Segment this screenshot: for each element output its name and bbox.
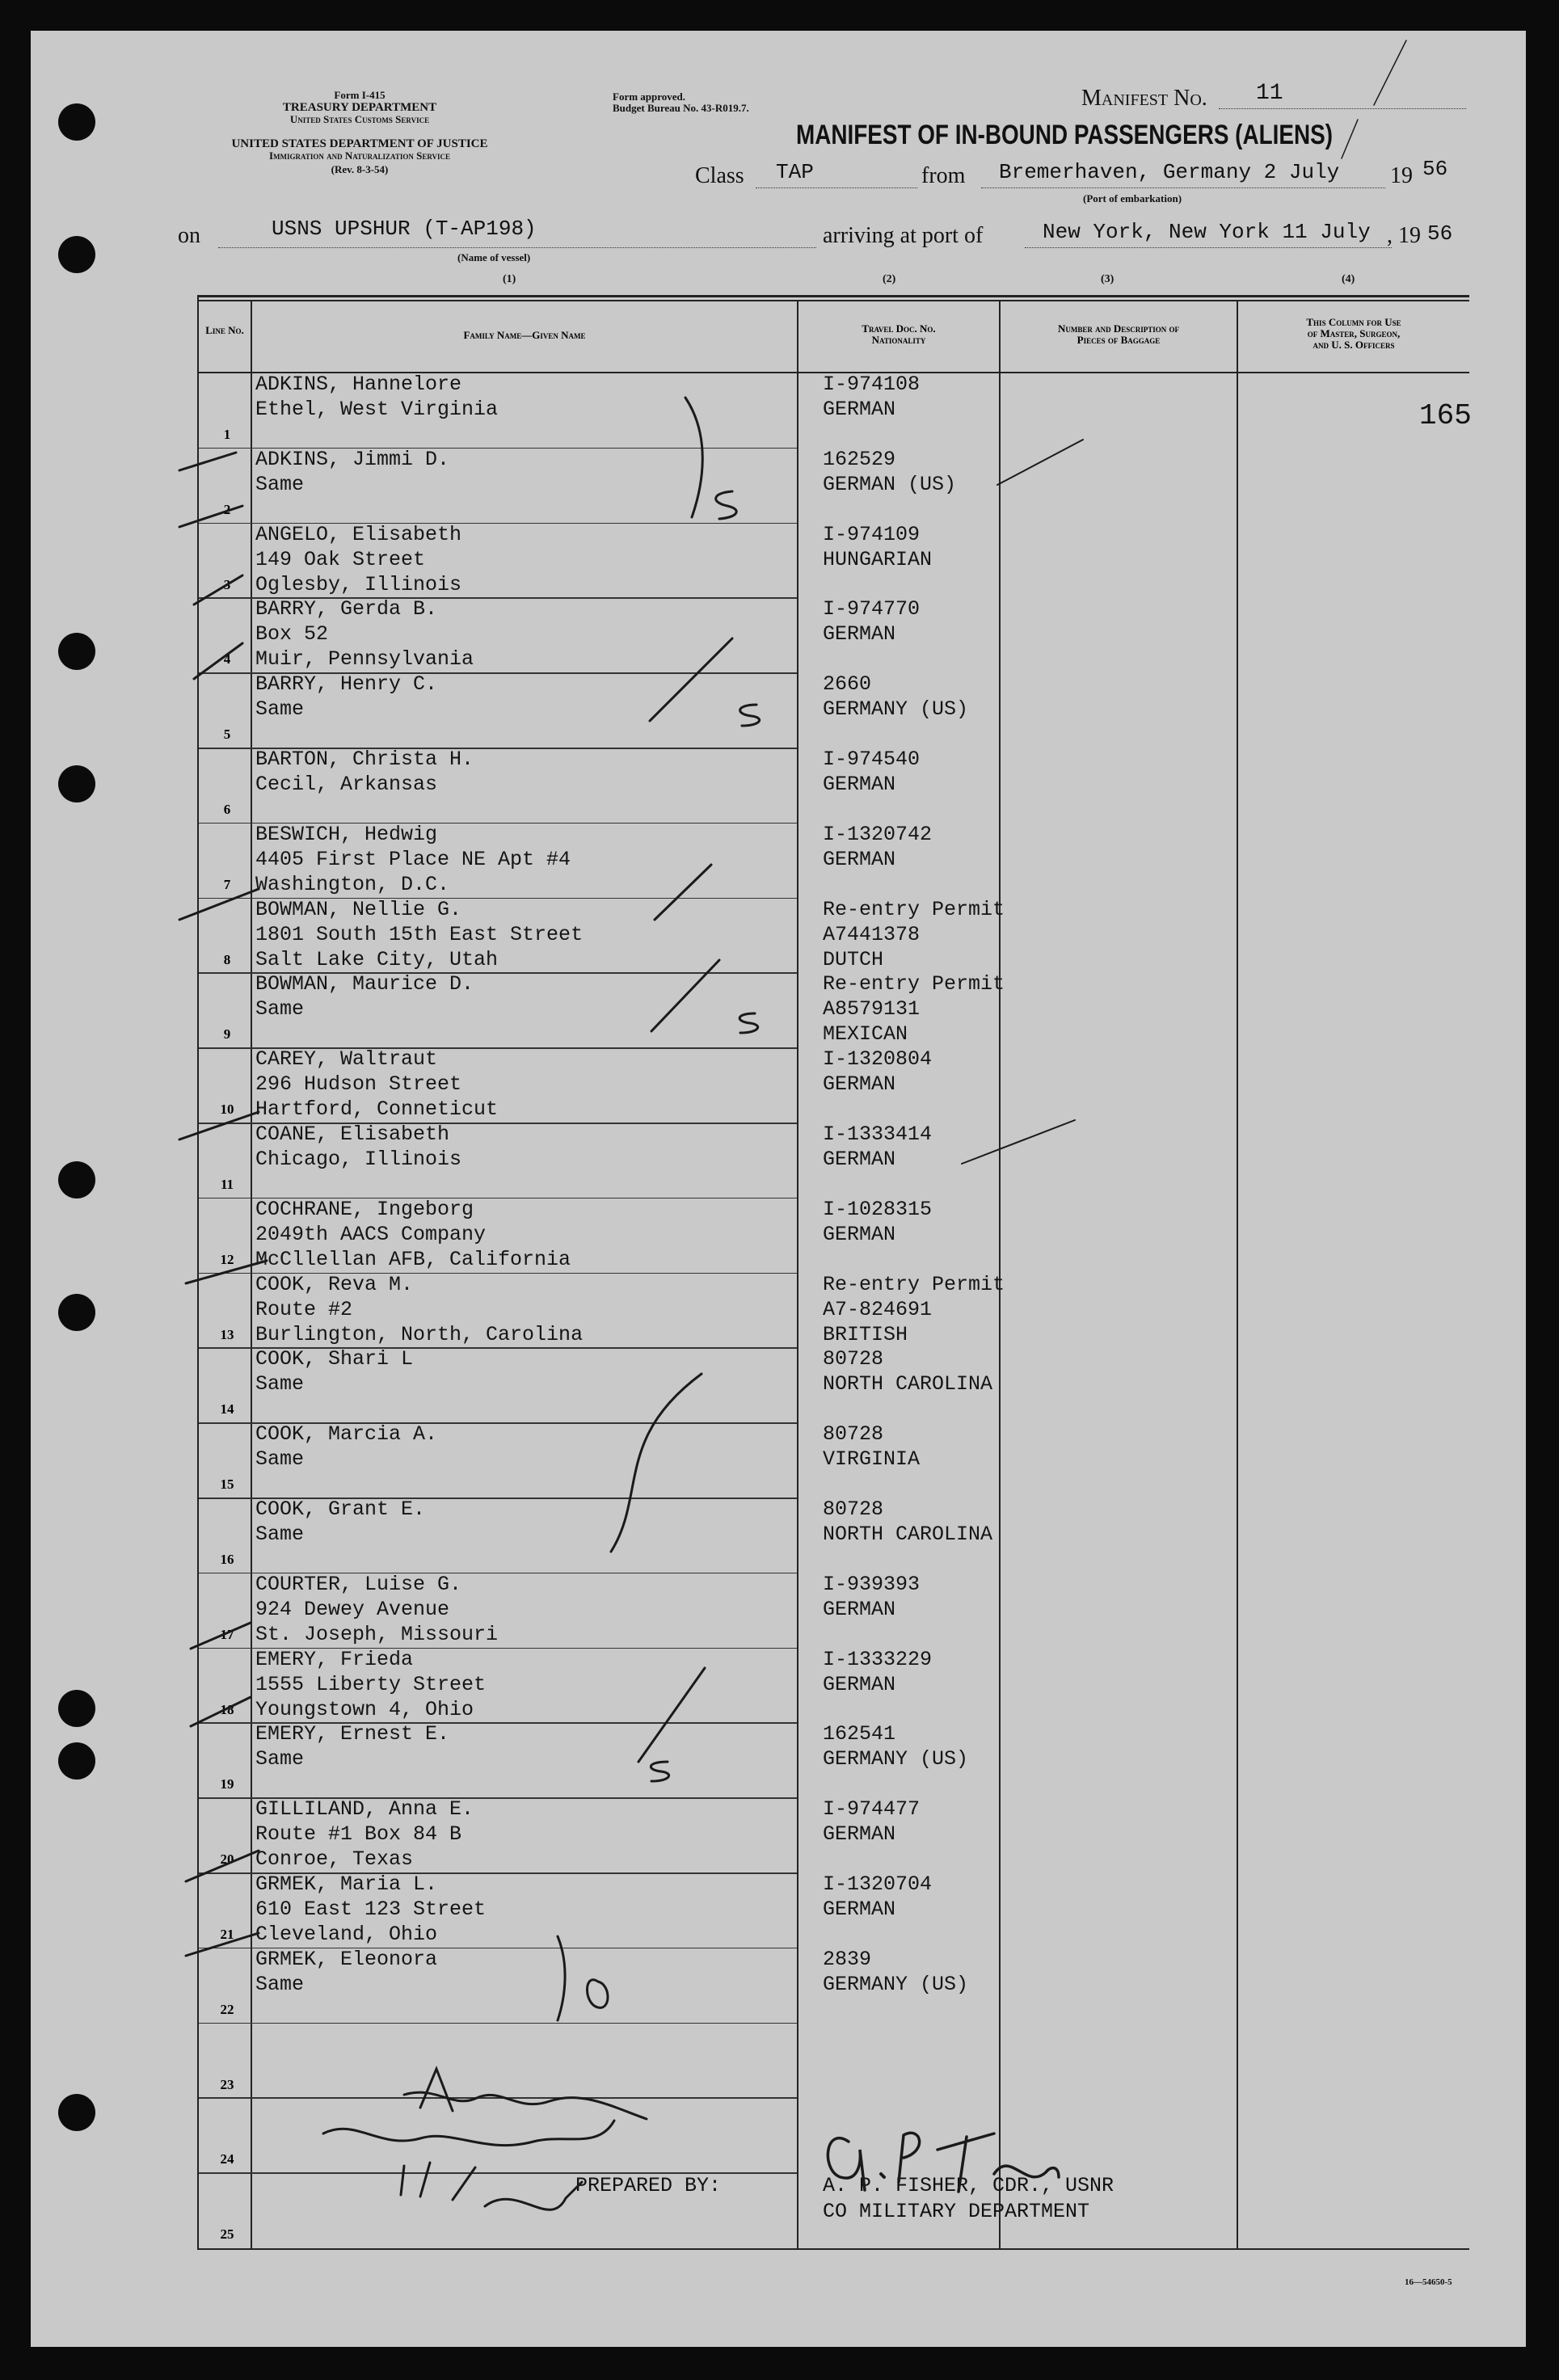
prepared-by-label: PREPARED BY:: [575, 2174, 722, 2197]
passenger-name: EMERY, Frieda 1555 Liberty Street Youngstown 4, Ohio: [255, 1647, 487, 1721]
line-number: 24: [220, 2151, 234, 2167]
header-family-name: Family Name—Given Name: [463, 329, 586, 341]
passenger-name: BARRY, Henry C. Same: [255, 672, 438, 722]
vessel-caption: (Name of vessel): [457, 251, 531, 263]
passenger-name: COOK, Shari L Same: [255, 1347, 414, 1396]
passenger-name: CAREY, Waltraut 296 Hudson Street Hartford, Conneticut: [255, 1047, 499, 1122]
travel-doc-nationality: 80728 NORTH CAROLINA: [823, 1347, 993, 1396]
line-number: 20: [220, 1851, 234, 1868]
travel-doc-nationality: 2839 GERMANY (US): [823, 1947, 969, 1996]
line-number: 14: [220, 1401, 234, 1417]
line-number: 5: [223, 727, 231, 743]
passenger-name: ADKINS, Hannelore Ethel, West Virginia: [255, 373, 499, 421]
footer-code: 16—54650-5: [1405, 2277, 1452, 2287]
passenger-name: GRMEK, Maria L. 610 East 123 Street Cleveland, Ohio: [255, 1872, 487, 1946]
from-value: Bremerhaven, Germany 2 July: [999, 160, 1340, 184]
justice-dept: UNITED STATES DEPARTMENT OF JUSTICE: [231, 137, 488, 150]
arrival-year-prefix: , 19: [1387, 223, 1421, 248]
travel-doc-nationality: Re-entry Permit A7441378 DUTCH: [823, 897, 1005, 971]
ins-service: Immigration and Naturalization Service: [268, 150, 451, 162]
col-number-4: (4): [1342, 273, 1355, 285]
passenger-name: BARRY, Gerda B. Box 52 Muir, Pennsylvania: [255, 597, 474, 672]
travel-doc-nationality: I-1028315 GERMAN: [823, 1197, 933, 1246]
line-number: 13: [220, 1326, 234, 1342]
travel-doc-nationality: 162529 GERMAN (US): [823, 447, 957, 496]
col-number-3: (3): [1101, 273, 1114, 285]
arrival-year-value: 56: [1427, 221, 1453, 246]
travel-doc-nationality: I-1320804 GERMAN: [823, 1047, 933, 1097]
passenger-name: COOK, Marcia A. Same: [255, 1422, 438, 1472]
passenger-name: COOK, Grant E. Same: [255, 1498, 426, 1546]
passenger-name: BARTON, Christa H. Cecil, Arkansas: [255, 748, 474, 796]
travel-doc-nationality: 162541 GERMANY (US): [823, 1722, 969, 1771]
preparer-department: CO MILITARY DEPARTMENT: [823, 2200, 1090, 2223]
passenger-name: COANE, Elisabeth Chicago, Illinois: [255, 1123, 462, 1171]
line-number: 4: [223, 651, 231, 668]
line-number: 18: [220, 1701, 234, 1717]
line-number: 7: [223, 876, 231, 892]
line-number: 19: [220, 1776, 234, 1792]
treasury-dept: TREASURY DEPARTMENT: [282, 101, 437, 114]
arrival-port: New York, New York 11 July: [1043, 220, 1371, 244]
passenger-name: COURTER, Luise G. 924 Dewey Avenue St. Joseph, Missouri: [255, 1572, 499, 1646]
travel-doc-nationality: I-974477 GERMAN: [823, 1797, 921, 1847]
year-prefix: 19: [1390, 163, 1413, 188]
header-travel-doc: Travel Doc. No. Nationality: [862, 322, 936, 346]
line-number: 21: [220, 1927, 234, 1942]
header-officers: This Column for Use of Master, Surgeon, and U. S. Officers: [1306, 316, 1401, 351]
line-number: 2: [223, 501, 231, 517]
from-label: from: [921, 163, 966, 188]
line-number: 9: [223, 1026, 231, 1043]
travel-doc-nationality: I-1320742 GERMAN: [823, 822, 933, 871]
manifest-no-label: Manifest No.: [1081, 86, 1207, 111]
travel-doc-nationality: I-974109 HUNGARIAN: [823, 522, 933, 571]
margin-number: 165: [1419, 399, 1472, 432]
class-label: Class: [695, 163, 744, 188]
arriving-label: arriving at port of: [823, 223, 984, 248]
line-number: 23: [220, 2076, 234, 2092]
line-number: 3: [223, 576, 231, 592]
line-number: 12: [220, 1251, 234, 1267]
travel-doc-nationality: 80728 VIRGINIA: [823, 1422, 921, 1472]
page-title: MANIFEST OF IN-BOUND PASSENGERS (ALIENS): [796, 120, 1333, 150]
passenger-name: BOWMAN, Maurice D. Same: [255, 972, 474, 1022]
passenger-name: GRMEK, Eleonora Same: [255, 1947, 438, 1996]
class-value: TAP: [776, 160, 814, 184]
col-number-2: (2): [883, 273, 896, 285]
travel-doc-nationality: 2660 GERMANY (US): [823, 672, 969, 722]
travel-doc-nationality: 80728 NORTH CAROLINA: [823, 1498, 993, 1546]
travel-doc-nationality: I-974108 GERMAN: [823, 373, 921, 421]
form-number: Form I-415: [334, 89, 386, 101]
passenger-name: ANGELO, Elisabeth 149 Oak Street Oglesby, Illinois: [255, 522, 462, 596]
header-baggage: Number and Description of Pieces of Baggage: [1057, 322, 1180, 346]
passenger-name: EMERY, Ernest E. Same: [255, 1722, 450, 1771]
line-number: 25: [220, 2226, 234, 2243]
col-number-1: (1): [503, 273, 516, 285]
travel-doc-nationality: I-1333414 GERMAN: [823, 1123, 933, 1171]
passenger-name: BOWMAN, Nellie G. 1801 South 15th East Street Salt Lake City, Utah: [255, 897, 584, 971]
passenger-name: GILLILAND, Anna E. Route #1 Box 84 B Conroe, Texas: [255, 1797, 474, 1872]
travel-doc-nationality: I-1333229 GERMAN: [823, 1647, 933, 1696]
on-label: on: [178, 223, 200, 248]
line-number: 6: [223, 802, 231, 817]
line-number: 15: [220, 1476, 234, 1493]
passenger-name: BESWICH, Hedwig 4405 First Place NE Apt #4 Washington, D.C.: [255, 822, 571, 896]
line-number: 17: [220, 1626, 234, 1642]
year-value: 56: [1422, 157, 1448, 181]
line-number: 8: [223, 951, 231, 967]
preparer-name: A. P. FISHER, CDR., USNR: [823, 2174, 1114, 2197]
form-approved: Form approved.: [613, 91, 686, 103]
budget-bureau: Budget Bureau No. 43-R019.7.: [613, 102, 749, 114]
travel-doc-nationality: I-974770 GERMAN: [823, 597, 921, 647]
travel-doc-nationality: I-939393 GERMAN: [823, 1572, 921, 1621]
line-number: 10: [220, 1102, 234, 1118]
revision-date: (Rev. 8-3-54): [331, 163, 389, 175]
line-number: 11: [220, 1177, 234, 1192]
line-number: 22: [220, 2001, 234, 2017]
travel-doc-nationality: Re-entry Permit A7-824691 BRITISH: [823, 1272, 1005, 1346]
line-number: 16: [220, 1552, 234, 1567]
vessel-name: USNS UPSHUR (T-AP198): [272, 217, 537, 241]
travel-doc-nationality: I-974540 GERMAN: [823, 748, 921, 796]
port-caption: (Port of embarkation): [1083, 192, 1182, 204]
passenger-name: COOK, Reva M. Route #2 Burlington, North, Carolina: [255, 1272, 584, 1346]
header-line-no: Line No.: [205, 324, 244, 336]
line-number: 1: [223, 427, 231, 442]
travel-doc-nationality: Re-entry Permit A8579131 MEXICAN: [823, 972, 1005, 1047]
passenger-name: ADKINS, Jimmi D. Same: [255, 447, 450, 496]
manifest-no-value: 11: [1256, 81, 1283, 106]
travel-doc-nationality: I-1320704 GERMAN: [823, 1872, 933, 1921]
customs-service: United States Customs Service: [289, 113, 430, 125]
passenger-name: COCHRANE, Ingeborg 2049th AACS Company McCllellan AFB, California: [255, 1197, 571, 1271]
